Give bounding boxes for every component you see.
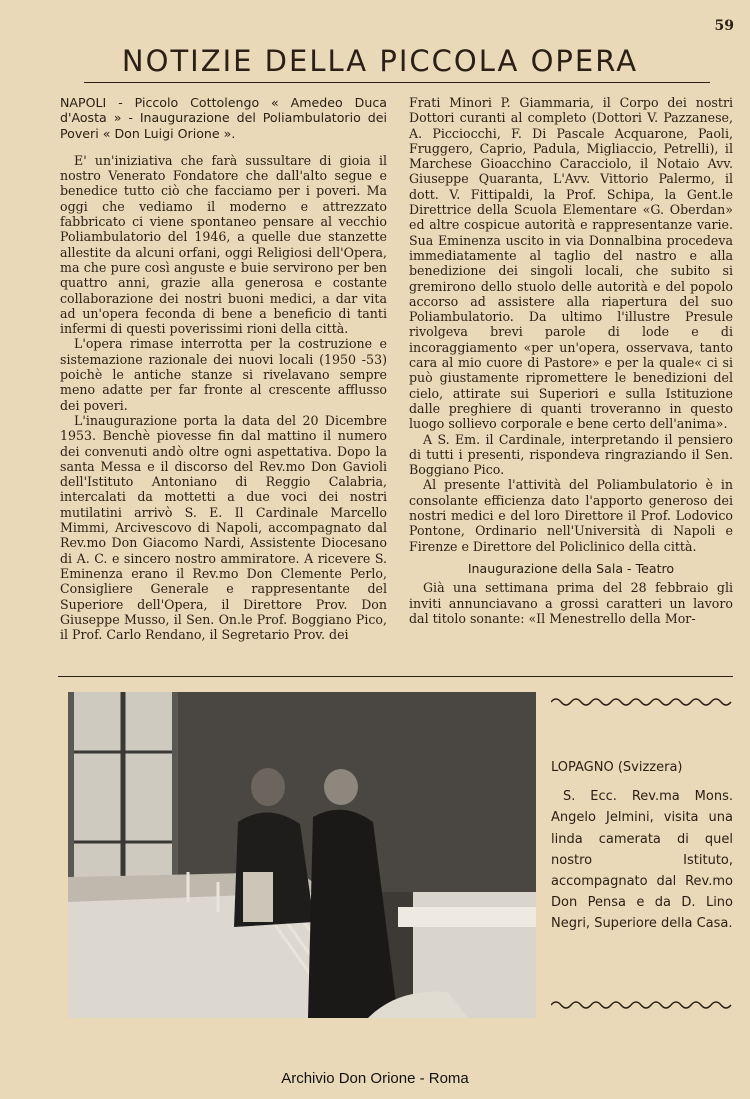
page-title: NOTIZIE DELLA PICCOLA OPERA bbox=[121, 44, 639, 78]
article-paragraph: A S. Em. il Cardinale, interpretando il pensiero di tutti i presenti, rispondeva ringraziando il Sen. Boggiano Pico. bbox=[409, 431, 733, 478]
wavy-rule-top bbox=[551, 696, 733, 708]
article-paragraph: Frati Minori P. Giammaria, il Corpo dei nostri Dottori curanti al completo (Dottori V. Pazzanese, A. Picciocchi, F. Di Pascale Acquarone, Paoli, Fruggero, Caprio, Padula, Migliaccio, Petrelli), il Marchese Gioacchino Caracciolo, il Notaio Avv. Giuseppe Quaranta, L'Avv. Vittorio Palermo, il dott. V. Fittipaldi, la Prof. Schipa, la Gent.le Direttrice della Scuola Elementare «G. Oberdan» ed altre cospicue autorità e rappresentanze varie. Sua Eminenza uscito in via Donnalbina procedeva immediatamente al taglio del nastro e alla benedizione dei singoli locali, che subito si gremirono dello stuolo delle autorità e del popolo accorso ad assistere alla riapertura del suo Poliambulatorio. Da ultimo l'illustre Presule rivolgeva brevi parole di lode e di incoraggiamento «per un'opera, osservava, tanto cara al mio cuore di Pastore» e per la quale« ci si può giustamente ripromettere le benedizioni del cielo, attirate sui Superiori e sulla Istituzione dalle preghiere di quanti troveranno in questo luogo sollievo corporale e bene certo dell'anima». bbox=[409, 95, 733, 432]
article-paragraph: L'inaugurazione porta la data del 20 Dicembre 1953. Benchè piovesse fin dal mattino il numero dei convenuti andò oltre ogni aspettativa. Dopo la santa Messa e il discorso del Rev.mo Don Gavioli dell'Istituto Antoniano di Reggio Calabria, intercalati da mottetti a due voci dei nostri mutilatini arrivò S. E. Il Cardinale Marcello Mimmi, Arcivescovo di Napoli, accompagnato dal Rev.mo Don Giacomo Nardi, Assistente Diocesano di A. C. e sincero nostro ammiratore. A ricevere S. Eminenza erano il Rev.mo Don Clemente Perlo, Consigliere Generale e rappresentante del Superiore dell'Opera, il Direttore Prov. Don Giuseppe Musso, il Sen. On.le Prof. Boggiano Pico, il Prof. Carlo Rendano, il Segretario Prov. dei bbox=[60, 412, 387, 643]
wavy-rule-bottom bbox=[551, 999, 733, 1011]
caption-title: LOPAGNO (Svizzera) bbox=[551, 760, 683, 775]
article-paragraph: Al presente l'attività del Poliambulatorio è in consolante efficienza dato l'apporto generoso dei nostri medici e del loro Direttore il Prof. Lodovico Pontone, Ordinario nell'Università di Napoli e Firenze e Direttore del Policlinico della città. bbox=[409, 477, 733, 554]
section-heading: Inaugurazione della Sala - Teatro bbox=[467, 560, 675, 576]
right-column bbox=[409, 95, 733, 626]
caption-text: S. Ecc. Rev.ma Mons. Angelo Jelmini, visita una linda camerata di quel nostro Istituto, accompagnato dal Rev.mo Don Pensa e da D. Lino Negri, Superiore della Casa. bbox=[551, 789, 733, 932]
bottom-rule bbox=[58, 676, 733, 677]
page-number: 59 bbox=[714, 18, 734, 34]
article-paragraph: Già una settimana prima del 28 febbraio gli inviti annunciavano a grossi caratteri un lavoro dal titolo sonante: «Il Menestrello della Mor- bbox=[409, 580, 733, 626]
article-paragraph: E' un'iniziativa che farà sussultare di gioia il nostro Venerato Fondatore che dall'alto segue e benedice tutto ciò che facciamo per i poveri. Ma oggi che vediamo il moderno e attrezzato fabbricato ci viene spontaneo pensare al vecchio Poliambulatorio del 1946, a quelle due stanzette allestite da alcuni orfani, oggi Religiosi dell'Opera, ma che pure così anguste e buie servirono per ben quattro anni, grazie alla generosa e costante collaborazione dei nostri buoni medici, a dar vita ad un'opera feconda di bene a beneficio di tanti infermi di questi poverissimi rioni della città. bbox=[60, 152, 387, 337]
photo-caption bbox=[551, 757, 733, 935]
archive-footer: Archivio Don Orione - Roma bbox=[281, 1070, 469, 1087]
article-headline: NAPOLI - Piccolo Cottolengo « Amedeo Duca d'Aosta » - Inaugurazione del Poliambulatorio dei Poveri « Don Luigi Orione ». bbox=[60, 95, 387, 141]
title-rule bbox=[84, 82, 710, 83]
article-paragraph: L'opera rimase interrotta per la costruzione e sistemazione razionale dei nuovi locali (1950 -53) poichè le antiche stanze si rivelavano sempre meno adatte per far fronte al crescente afflusso dei poveri. bbox=[60, 336, 387, 413]
left-column bbox=[60, 95, 387, 642]
photo bbox=[68, 692, 536, 1018]
